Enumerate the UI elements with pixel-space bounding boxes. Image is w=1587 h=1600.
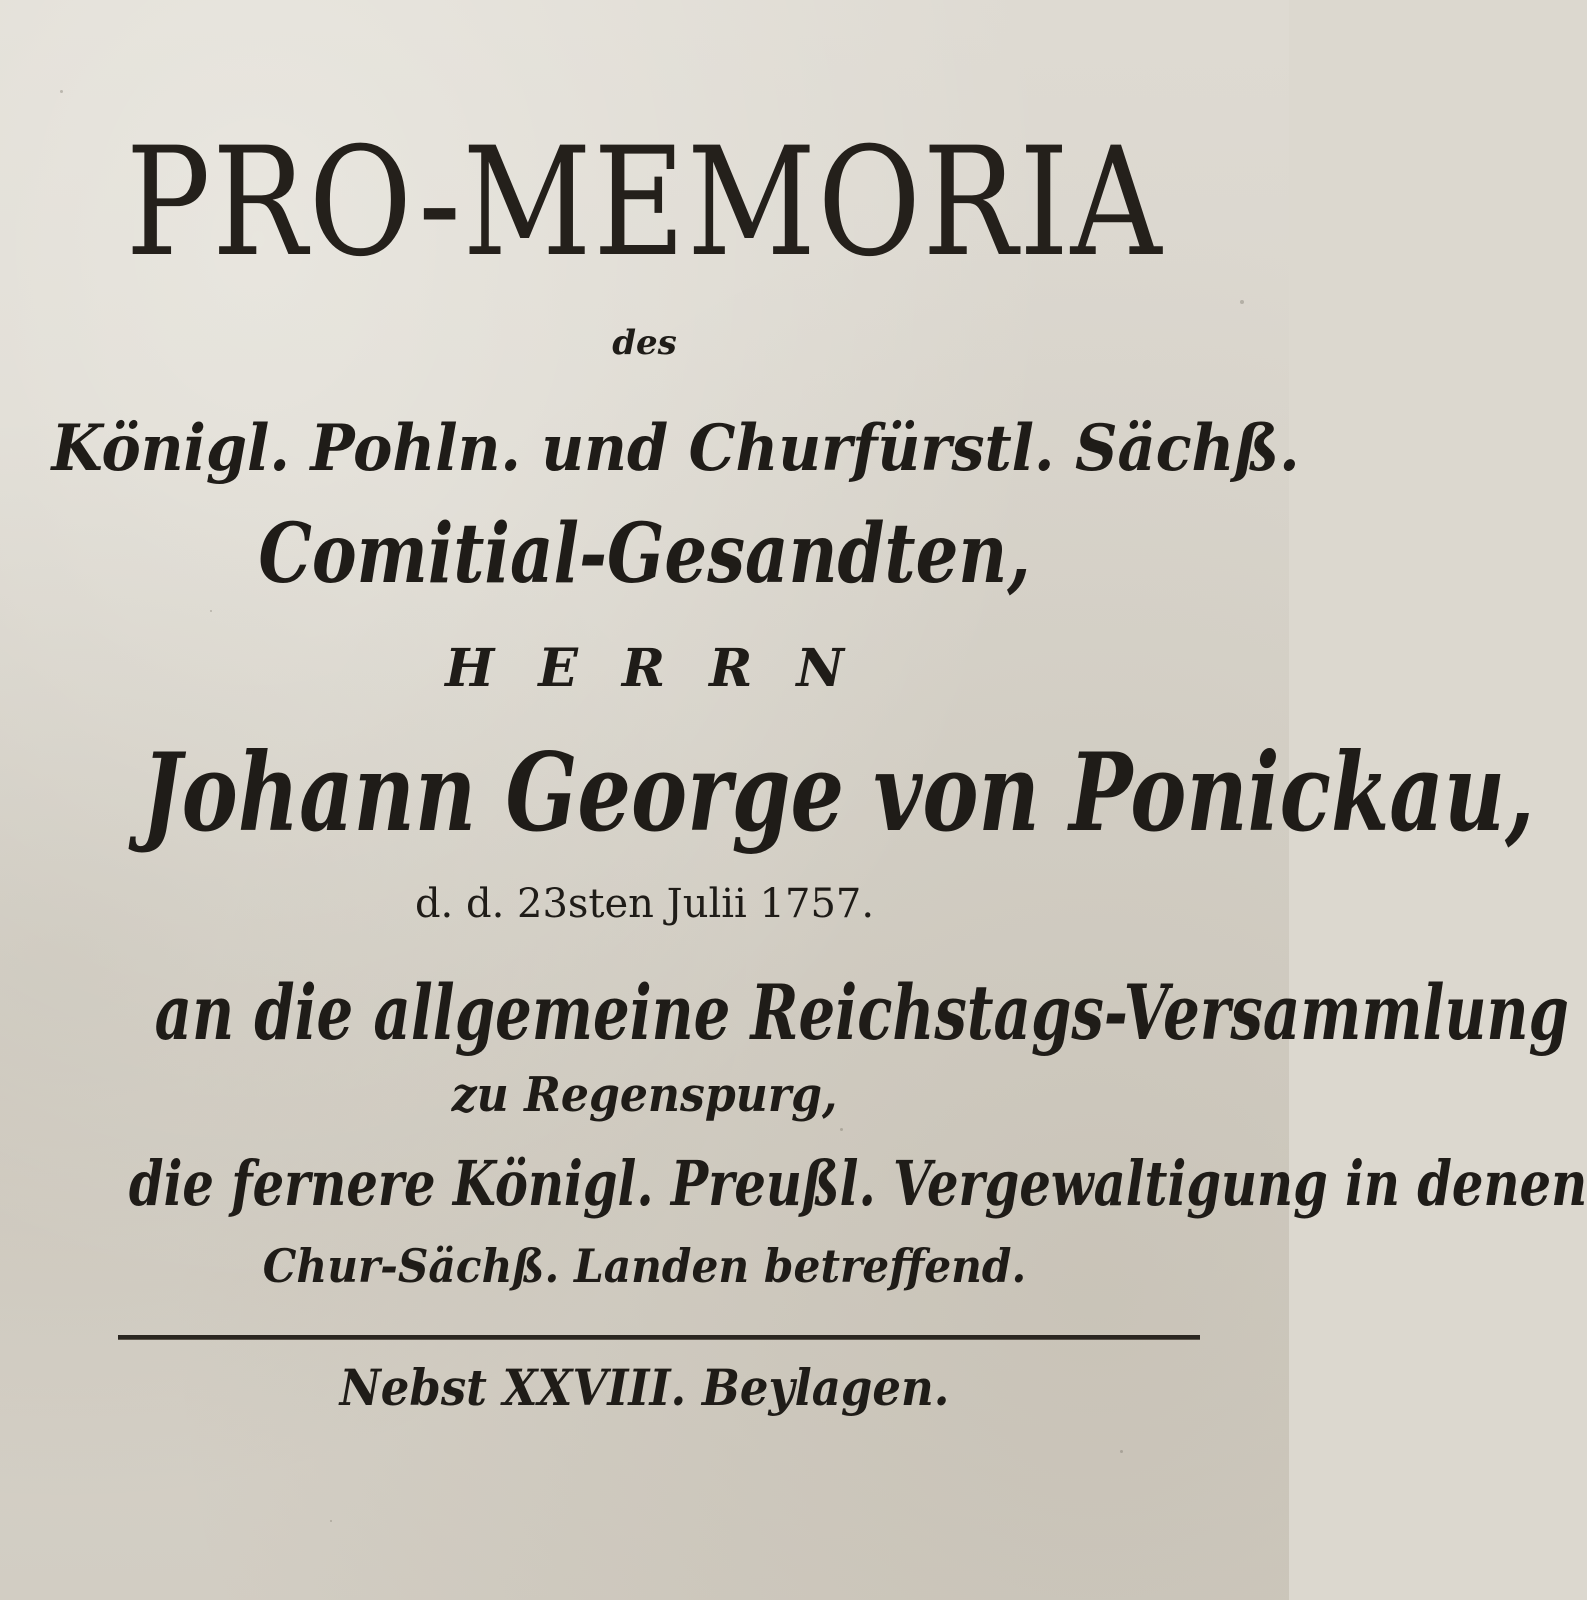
place-line: zu Regenspurg, bbox=[451, 1067, 838, 1123]
des-line: des bbox=[612, 323, 677, 363]
name-line: Johann George von Ponickau, bbox=[141, 730, 1535, 856]
title-line-koenigl: Königl. Pohln. und Churfürstl. Sächß. bbox=[51, 411, 1300, 486]
herrn-line: HERRN bbox=[445, 638, 888, 699]
subject-line: die fernere Königl. Preußl. Vergewaltigung in denen bbox=[128, 1147, 1587, 1220]
paper-speck bbox=[60, 90, 63, 93]
title-line-gesandten: Comitial-Gesandten, bbox=[258, 506, 1031, 602]
subject-line-end: Chur-Sächß. Landen betreffend. bbox=[262, 1239, 1027, 1293]
paper-speck bbox=[840, 1128, 843, 1131]
date-line: d. d. 23sten Julii 1757. bbox=[414, 881, 875, 927]
paper-speck bbox=[1120, 1450, 1123, 1453]
addressee-line: an die allgemeine Reichstags-Versammlung bbox=[154, 968, 1569, 1057]
document-title: PRO-MEMORIA bbox=[125, 116, 1164, 290]
horizontal-rule bbox=[118, 1335, 1200, 1340]
footer-line: Nebst XXVIII. Beylagen. bbox=[339, 1358, 950, 1417]
paper-speck bbox=[330, 1520, 332, 1522]
paper-speck bbox=[210, 610, 212, 612]
paper-speck bbox=[1240, 300, 1244, 304]
